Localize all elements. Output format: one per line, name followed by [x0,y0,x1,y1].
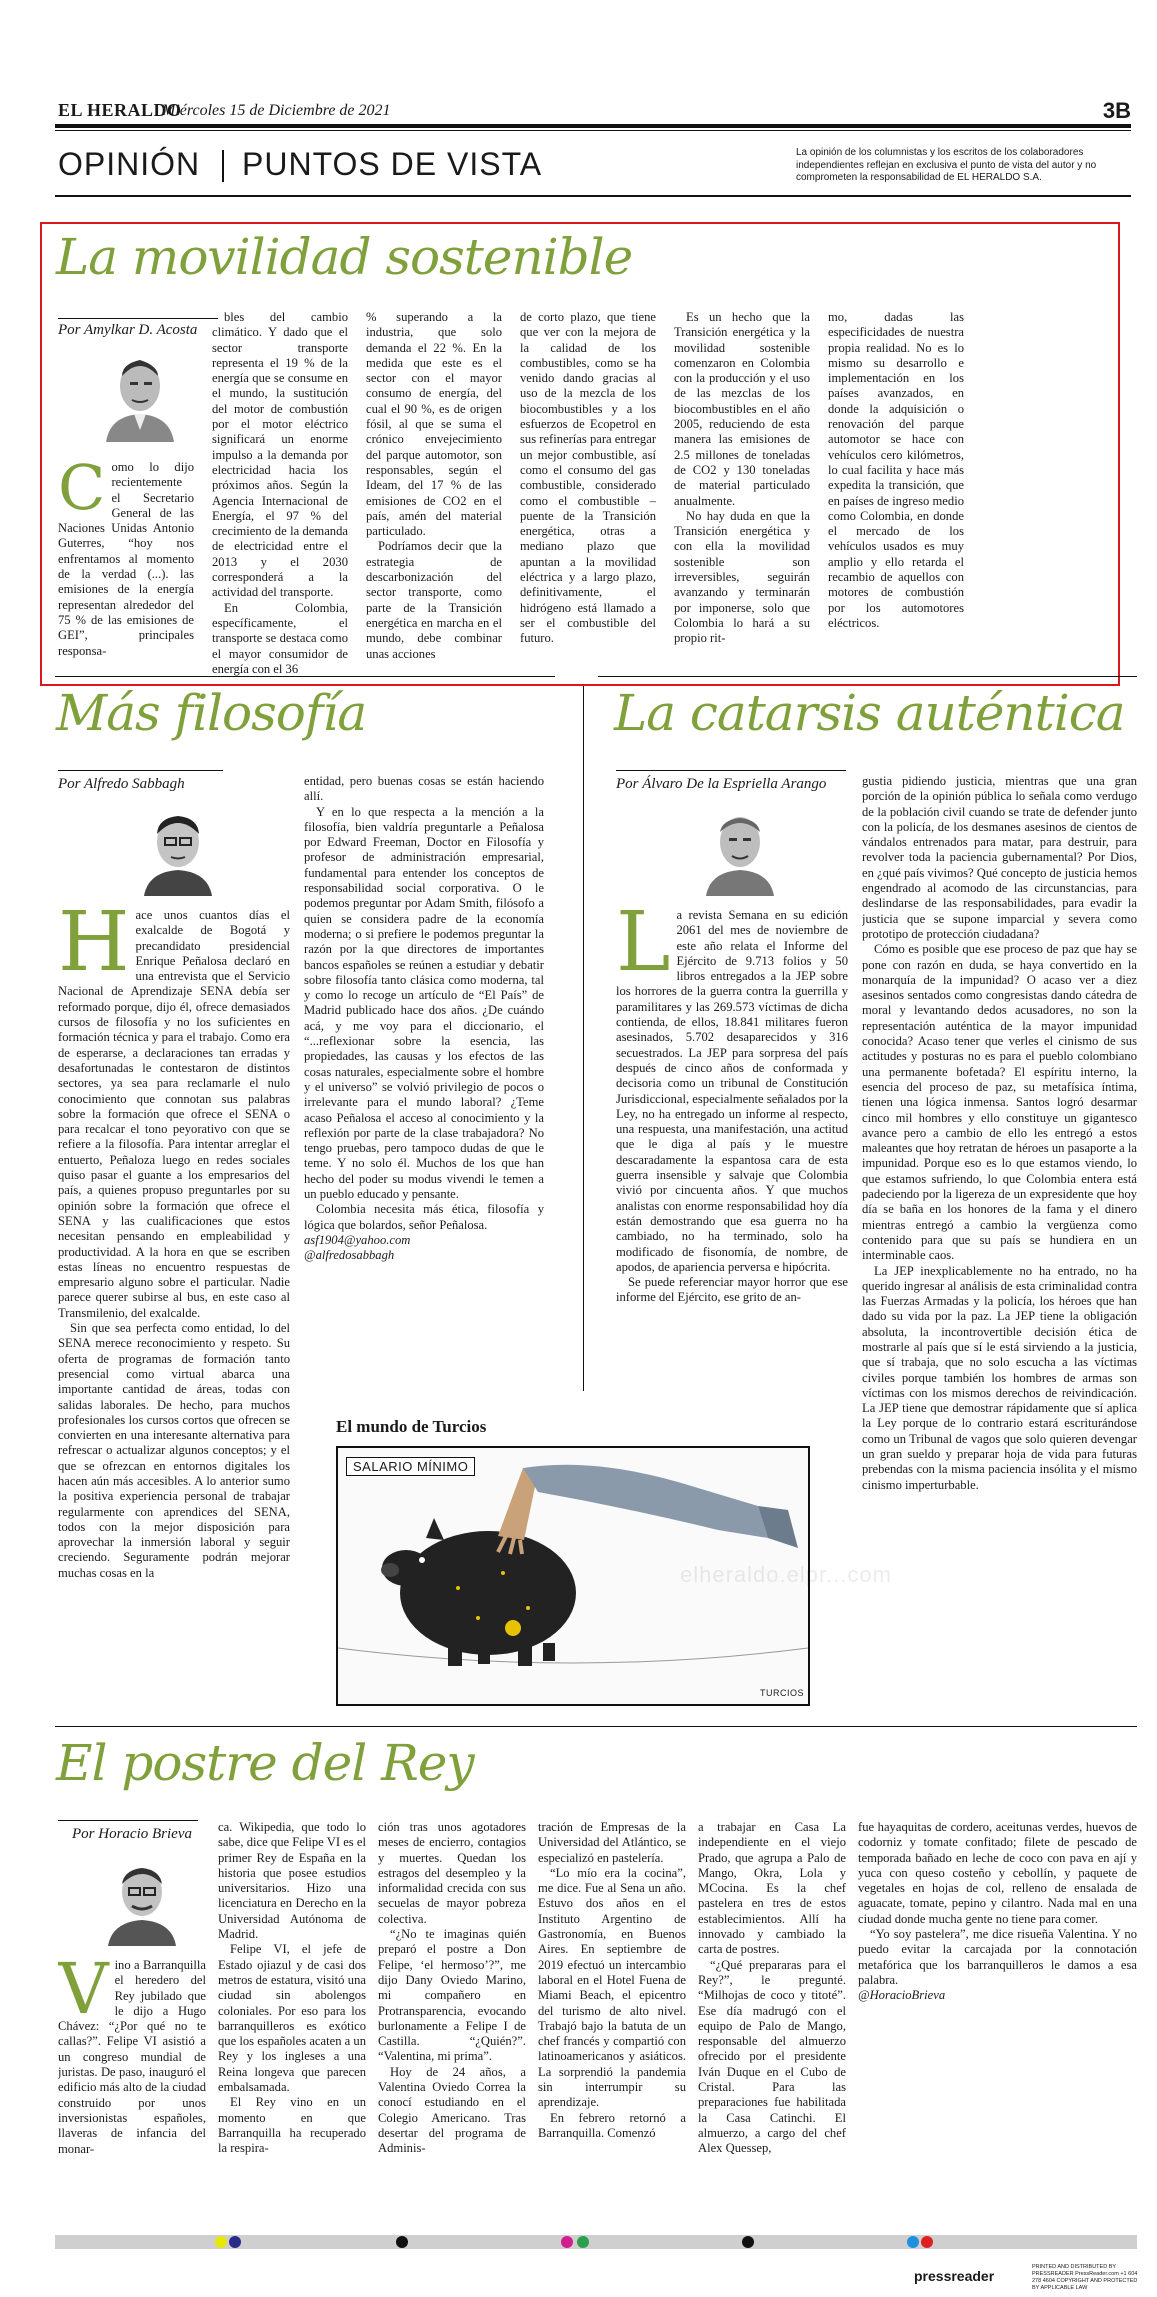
cartoon-section-title: El mundo de Turcios [336,1417,487,1436]
article-column: fue hayaquitas de cordero, aceitunas verdes, huevos de codorniz y tomate confitado; filete de pescado de temporada bañado en leche de coco con pava en ají y yuca con queso costeño y cebollín, y paquete de vegetales en hojas de col, relleno de ensalada de aguacate, tomate, pepino y cilantro. Nada mal en una ciudad donde mucha gente no tiene para comer. “Yo soy pastelera”, me dice risueña Valentina. Y no puedo evitar la carcajada por la connotación metafórica que los barranquilleros le damos a esa palabra. @HoracioBrieva [858,1820,1137,2003]
article-column: tración de Empresas de la Universidad del Atlántico, se especializó en pastelería. “Lo mío era la cocina”, me dice. Fue al Sena un año. Estuvo dos años en el Instituto Argentino de Gastronomía, en Buenos Aires. En septiembre de 2019 efectuó un intercambio laboral en el Hotel Fuena de Miami Beach, el epicentro del turismo de alto nivel. Trabajó bajo la batuta de un chef francés y compartió con latinoamericanos y asiáticos. La sorprendió la pandemia sin interrumpir su aprendizaje. En febrero retornó a Barranquilla. Comenzó [538,1820,686,2140]
byline-postre: Por Horacio Brieva [72,1826,192,1842]
byline-filosofia: Por Alfredo Sabbagh [58,776,185,792]
article-column: Hace unos cuantos días el exalcalde de Bogotá y precandidato presidencial Enrique Peñalosa declaró en una entrevista que el Servicio Nacional de Aprendizaje SENA debía ser reformado porque, dijo él, ofrece demasiados cursos de filosofía y no los suficientes en formación técnica y para el trabajo. Como era de esperarse, a declaraciones tan erradas y desafortunadas le contestaron de distintos sectores, ya sea para reclamarle el nulo conocimiento que connotan sus palabras sobre la formación que ofrece el SENA o para recalcar el tono peyorativo con que se refiere a la filosofía. Para intentar arreglar el entuerto, Peñaloza luego en redes sociales quiso pasar el guante a los empresarios del país, a quienes propuso preguntarles por su opinión sobre la formación que ofrece el SENA y las cualificaciones que estos necesitan pensando en empleabilidad y productividad. A la hora en que se escriben estas líneas no encuentro respuestas de empresario alguno sobre el particular. Nadie parece querer subirse al bus, en este caso al Transmilenio, del exalcalde. Sin que sea perfecta como entidad, lo del SENA merece reconocimiento y respeto. Su oferta de programas de formación tanto presencial como virtual abarca una importante cantidad de áreas, todas con salidas laborales. De hecho, para muchos profesionales los cursos cortos que ofrecen se convierten en una interesante alternativa para refrescar o actualizar algunos conceptos; y el que se ofrezcan en entornos digitales los hacen aún más accesibles. A lo anterior sumo la positiva experiencia personal de trabajar regularmente con aprendices del SENA, todos con la mejor disposición para aprovechar la inmersión laboral y seguir creciendo. Seguramente podrán mejorar muchas cosas en la [58,908,290,1580]
author-email[interactable]: asf1904@yahoo.com [304,1232,411,1247]
dropcap: H [58,908,130,990]
author-portrait-acosta [100,346,180,442]
article-column: La revista Semana en su edición 2061 del mes de noviembre de este año relata el Informe del Ejército de 9.713 folios y 50 libros entregados a la JEP sobre los horrores de la guerra contra la guerrilla y paramilitares y las 269.573 víctimas de dicha contienda, de ellos, 18.841 militares fueron asesinados, 5.702 desaparecidos y 316 secuestrados. La JEP para sorpresa del país después de cinco años de conformada y decisoria como un tribunal de Constitución Jurisdiccional, especialmente señalados por la Ley, no ha entregado un informe al respecto, una respuesta, una manifestación, una actitud que le diga al país y le muestre descaradamente la espantosa cara de esta guerra insensible y salvaje que Colombia vivió por cincuenta años. Y que muchos analistas con enorme responsabilidad hoy día están demostrando que esa guerra no ha cambiado, no ha terminado, solo ha modificado de fisonomía, de nombre, de apodos, de apariencia perversa e hipócrita. Se puede referenciar mayor horror que ese informe del Ejército, ese grito de an- [616,908,848,1305]
registration-dot [907,2236,919,2248]
dropcap: C [58,460,106,524]
issue-date: Miércoles 15 de Diciembre de 2021 [162,102,391,119]
registration-dot [215,2236,227,2248]
article-rule [598,676,1137,677]
article-column: Es un hecho que la Transición energética y la movilidad sostenible comenzaron en Colombia con la producción y el uso de las mezclas de los biocombustibles en el año 2005, reduciendo de esta manera las emisiones de 2.5 millones de toneladas de CO2 y 130 toneladas de material particulado anualmente. No hay duda en que la Transición energética y con ella la movilidad sostenible son irreversibles, seguirán avanzando y terminarán por imponerse, solo que Colombia lo hará a su propio rit- [674,310,810,646]
article-column: gustia pidiendo justicia, mientras que una gran porción de la opinión pública lo señala como verdugo de la población civil cuando se trate de defender junto con la policía, de los desmanes asesinos de cientos de vándalos entrenados para matar, para destruir, para revolver toda la paciencia gubernamental? Por Dios, en ¿qué país vivimos? Qué concepto de justicia hemos engendrado al acomodo de las circunstancias, para deslindarse de las responsabilidades, para evadir la justicia que se supone imparcial y severa como prototipo de protección ciudadana? Cómo es posible que ese proceso de paz que hay se pone con razón en duda, se haya convertido en la monarquía de la impunidad? O acaso ver a diez asesinos sentados como congresistas dando cátedra de moral y levantando dedos acusadores, no son la representación auténtica de la mayor impunidad conocida? Acaso tener que verles el cinismo de sus actitudes y posturas no es para el pueblo colombiano una permanente bofetada? El espíritu interno, la esencia del proceso de paz, su metafísica íntima, tienen una lógica inmensa. Santos logró desarmar cinco mil hombres y ello constituye un gigantesco avance pero a cambio de ello les entregó a estos maleantes que hoy retratan de héroes un pasaporte a la impunidad. Porque eso es lo que estamos viendo, lo que estamos sufriendo, lo que Colombia entera está padeciendo por la ligereza de un expresidente que hoy día se baña en los honores de la fama y el dinero mientras entregó a cambio la vergüenza como contenido para que su país se hundiera en un interminable caos. La JEP inexplicablemente no ha entrado, no ha querido ingresar al análisis de esta criminalidad contra las Fuerzas Armadas y la policía, los héroes que han dado su vida por la paz. La JEP tiene la obligación absoluta, la incontrovertible decisión ética de mostrarle al país que sí le está sirviendo a la justicia, que sí trabaja, que no solo escucha a las víctimas civiles porque también los hombres de armas son víctimas con los mismos derechos de reivindicación. La JEP tiene que demostrar rápidamente que sí aplica la Ley porque de lo contrario estará escriturándose como un Tribunal de vagos que solo quieren devengar un gran sueldo y preparar hoja de vida para futuras prebendas con la misma paciencia insólita y el mismo cinismo imperturbable. [862,774,1137,1492]
disclaimer: La opinión de los columnistas y los escritos de los colaboradores independientes reflejan en exclusiva el punto de vista del autor y no comprometen la responsabilidad de EL HERALDO S.A. [796,147,1097,183]
article-column: bles del cambio climático. Y dado que el sector transporte representa el 19 % de la energía que se consume en el mundo, la sustitución del motor de combustión por el motor eléctrico significará un enorme impulso a la demanda por electricidad hacia los próximos años. Según la Agencia Internacional de Energía, el 97 % del crecimiento de la demanda de electricidad entre el 2013 y el 2030 corresponderá a la actividad del transporte. En Colombia, específicamente, el transporte se destaca como el mayor consumidor de energía con el 36 [212,310,348,676]
section-title: OPINIÓN [58,146,201,182]
section-separator [222,150,224,182]
registration-dot [229,2236,241,2248]
column-divider [583,686,584,1391]
author-handle[interactable]: @alfredosabbagh [304,1248,395,1263]
section-rule [55,195,1131,197]
byline-rule [616,770,846,771]
article-column: mo, dadas las especificidades de nuestra propia realidad. No es lo mismo su desarrollo e implementación en los países avanzados, en donde la adquisición o renovación del parque automotor se hace con vehículos cero kilómetros, lo cual facilita y hace más expedita la transición, que en países de ingreso medio como Colombia, en donde el mercado de los vehículos usados es muy amplio y ello retarda el recambio de aquellos con motores de combustión por los automotores eléctricos. [828,310,964,630]
author-portrait-brieva [102,1850,182,1946]
headline-postre: El postre del Rey [56,1734,474,1792]
byline-catarsis: Por Álvaro De la Espriella Arango [616,776,827,792]
dropcap: L [616,908,671,990]
article-column: ción tras unos agotadores meses de encierro, contagios y muertes. Quedan los estragos del desempleo y la informalidad crecida con sus secuelas de mayor pobreza colectiva. “¿No te imaginas quién preparó el postre a Don Felipe, ‘el hermoso’?”, me dijo Dany Oviedo Marino, mi compañero en Protransparencia, evocando burlonamente a Felipe I de Castilla. “¿Quién?”. “Valentina, mi prima”. Hoy de 24 años, a Valentina Oviedo Correa la conocí estudiando en el Colegio Americano. Tras desertar del programa de Adminis- [378,1820,526,2156]
registration-dot [396,2236,408,2248]
article-rule [55,1726,1137,1727]
author-handle[interactable]: @HoracioBrieva [858,1988,946,2003]
article-column: % superando a la industria, que solo demanda el 22 %. En la medida que este es el sector con el mayor consumo de energía, del cual el 90 %, es de origen fósil, al que se suma el crónico envejecimiento del parque automotor, son responsables, según el Ideam, del 17 % de las emisiones de CO2 en el país, amén del material particulado. Podríamos decir que la estrategia de descarbonización del sector transporte, como parte de la Transición energética en marcha en el mundo, debe combinar unas acciones [366,310,502,661]
registration-dot [921,2236,933,2248]
author-portrait-sabbagh [138,800,218,896]
page-number: 3B [1102,98,1131,123]
article-column: ca. Wikipedia, que todo lo sabe, dice que Felipe VI es el primer Rey de España en la historia que posee estudios universitarios. Hizo una licenciatura en Derecho en la Universidad Autónoma de Madrid. Felipe VI, el jefe de Estado ojiazul y de casi dos metros de estatura, visitó una ciudad sin abolengos coloniales. Por eso para los barranquilleros es exótico que los españoles acaten a un Rey y los ingleses a una Reina longeva que parecen embalsamada. El Rey vino en un momento en que Barranquilla ha recuperado la respira- [218,1820,366,2156]
article-rule [55,676,555,677]
headline-filosofia: Más filosofía [56,684,367,742]
headline-movilidad: La movilidad sostenible [56,228,633,286]
headline-catarsis: La catarsis auténtica [614,684,1125,742]
article-column: a trabajar en Casa La independiente en el viejo Prado, que agrupa a Palo de Mango, Okra, Lola y MCocina. Es la chef pastelera en tres de estos establecimientos. Allí ha innovado y cambiado la carta de postres. “¿Qué prepararas para el Rey?”, le pregunté. “Milhojas de coco y titoté”. Ese día madrugó con el equipo de Palo de Mango, responsable del almuerzo ofrecido por el presidente Iván Duque en el Cubo de Cristal. Para las preparaciones fue habilitada la Casa Catinchi. El almuerzo, a cargo del chef Alex Quessep, [698,1820,846,2156]
cartoon-signature: TURCIOS [760,1688,804,1698]
article-column: Vino a Barranquilla el heredero del Rey jubilado que le dijo a Hugo Chávez: “¿Por qué no te callas?”. Felipe VI asistió a un congreso mundial de juristas. De paso, inauguró el edificio más alto de la ciudad construido por unos inversionistas españoles, llaveras de infancia del monar- [58,1958,206,2156]
watermark: elheraldo.elpr...com [680,1562,892,1587]
section-subtitle: PUNTOS DE VISTA [242,146,543,182]
byline-movilidad: Por Amylkar D. Acosta [58,322,198,338]
registration-dot [742,2236,754,2248]
article-column: entidad, pero buenas cosas se están haciendo allí. Y en lo que respecta a la mención a la filosofía, bien valdría preguntarle a Peñalosa por Edward Freeman, Doctor en Filosofía y profesor de administración empresarial, fundamental para entender los conceptos de responsabilidad social corporativa. O le podemos preguntar por Adam Smith, filósofo a quien se considera padre de la economía moderna; o si prefiere le podemos preguntar la razón por la que directores de importantes bancos españoles se reúnen a estudiar y debatir sobre filosofía tanto clásica como moderna, tal y como lo recoge un artículo de “El País” de Madrid publicado hace dos años. ¿De cuándo acá, y me voy para el diccionario, el “...reflexionar sobre la esencia, las propiedades, las causas y los efectos de las cosas naturales, especialmente sobre el hombre y el universo” se volvió privilegio de pocos o irrelevante para el mundo laboral? ¿Teme acaso Peñalosa el acceso al conocimiento y la reflexión por parte de la clase trabajadora? No tengo pruebas, pero tampoco dudas de que le teme. Y no solo él. Muchos de los que han hecho del poder su modus vivendi le temen a un pueblo educado y pensante. Colombia necesita más ética, filosofía y lógica que bolardos, señor Peñalosa. asf1904@yahoo.com @alfredosabbagh [304,774,544,1263]
author-portrait-delaespriella [700,800,780,896]
byline-rule [58,1820,198,1821]
article-column: de corto plazo, que tiene que ver con la mejora de la calidad de los combustibles, como se ha venido dando gracias al uso de la mezcla de los biocombustibles y a los esfuerzos de Ecopetrol en sus refinerías para entregar un mejor combustible, así como el consumo del gas combustible, considerado como el combustible – puente de la Transición energética, otras a mediano plazo que apuntan a la movilidad eléctrica y a largo plazo, definitivamente, el hidrógeno está llamado a ser el combustible del futuro. [520,310,656,646]
article-column: Como lo dijo recientemente el Secretario General de las Naciones Unidas Antonio Guterres, “hoy nos enfrentamos al momento de la verdad (...). las emisiones de la energía representan alrededor del 75 % de las emisiones de GEI”, principales responsa- [58,460,194,658]
cartoon-label: SALARIO MÍNIMO [346,1457,475,1476]
pressreader-logo: pressreader [914,2268,995,2284]
masthead-rule-thin [55,130,1131,131]
registration-dot [561,2236,573,2248]
dropcap: V [58,1958,109,2030]
pressreader-notice: PRINTED AND DISTRIBUTED BY PRESSREADER PressReader.com +1 604 278 4604 COPYRIGHT AND PROTECTED BY APPLICABLE LAW [1032,2264,1138,2291]
masthead-rule [55,124,1131,128]
byline-rule [58,770,223,771]
registration-dot [577,2236,589,2248]
byline-rule [58,318,218,319]
newspaper-name: EL HERALDO [58,100,182,120]
